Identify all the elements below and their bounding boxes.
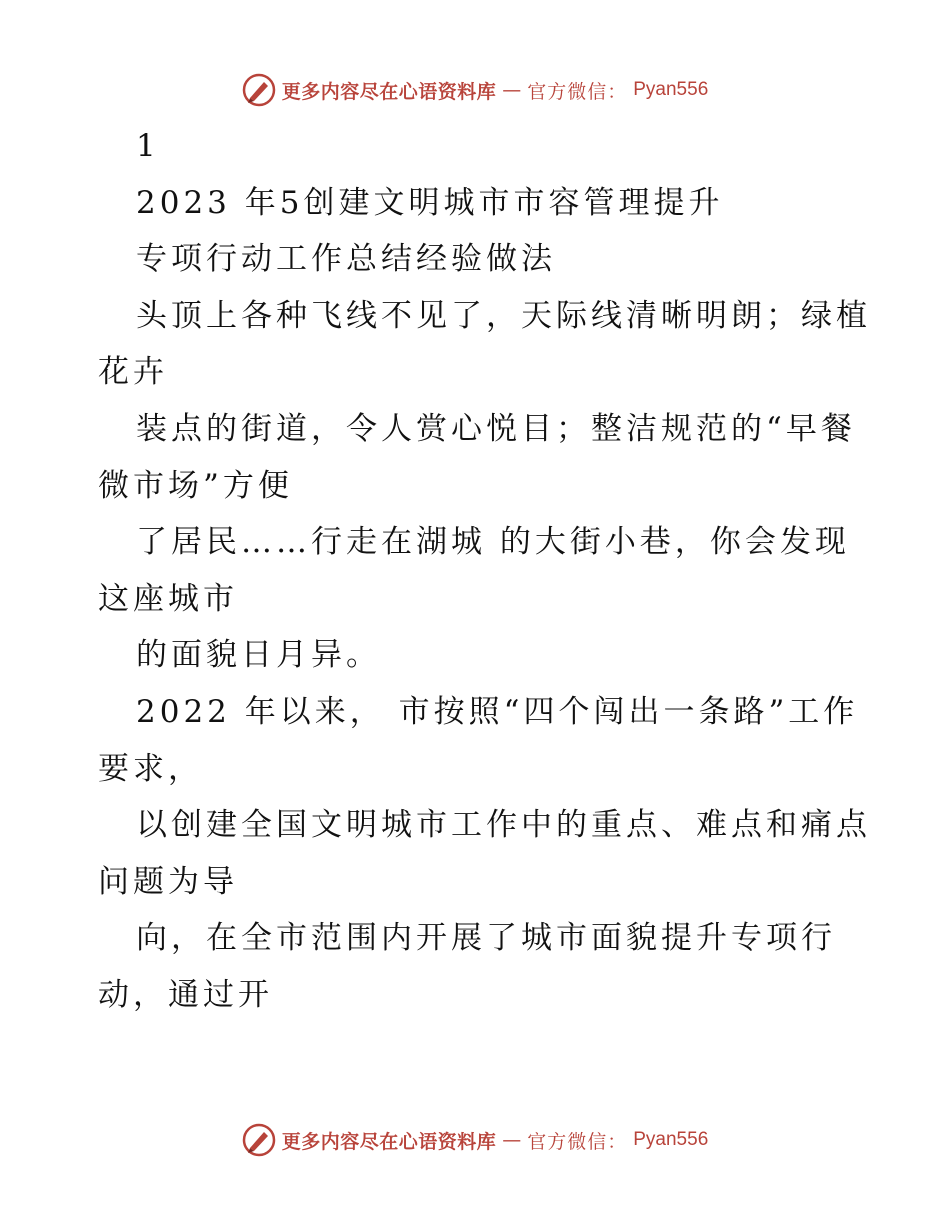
doc-line-1: 2023 年5创建文明城市市容管理提升 — [136, 184, 724, 221]
doc-line-4: 花卉 — [98, 354, 168, 391]
watermark-dash: — — [502, 1129, 522, 1151]
pen-logo-icon — [242, 73, 276, 107]
doc-line-8: 这座城市 — [98, 580, 238, 617]
doc-line-12: 以创建全国文明城市工作中的重点、难点和痛点 — [136, 807, 871, 844]
doc-line-0: 1 — [136, 128, 160, 164]
footer-watermark — [0, 1120, 950, 1160]
doc-line-14: 向，在全市范围内开展了城市面貌提升专项行 — [136, 920, 836, 957]
watermark-wechat-label: 官方微信： — [527, 1130, 628, 1153]
doc-line-13: 问题为导 — [98, 863, 238, 900]
doc-line-6: 微市场”方便 — [98, 467, 293, 504]
watermark-site-text: 更多内容尽在心语资料库 — [281, 80, 497, 103]
document-body — [98, 118, 871, 1024]
watermark-wechat-id: Pyan556 — [633, 79, 709, 100]
doc-line-2: 专项行动工作总结经验做法 — [136, 241, 556, 278]
doc-line-15: 动，通过开 — [98, 976, 273, 1013]
watermark-site-text: 更多内容尽在心语资料库 — [281, 1130, 497, 1153]
watermark-wechat-label: 官方微信： — [527, 80, 628, 103]
doc-line-3: 头顶上各种飞线不见了，天际线清晰明朗；绿植 — [136, 297, 871, 334]
doc-line-10: 2022 年以来， 市按照“四个闯出一条路”工作 — [136, 693, 859, 730]
doc-line-9: 的面貌日月异。 — [136, 637, 381, 674]
pen-logo-icon — [242, 1123, 276, 1157]
header-watermark — [0, 70, 950, 110]
watermark-wechat-id: Pyan556 — [633, 1129, 709, 1150]
doc-line-7: 了居民……行走在湖城 的大街小巷，你会发现 — [136, 524, 850, 561]
doc-line-5: 装点的街道，令人赏心悦目；整洁规范的“早餐 — [136, 410, 856, 447]
doc-line-11: 要求， — [98, 750, 203, 787]
watermark-dash: — — [502, 79, 522, 101]
